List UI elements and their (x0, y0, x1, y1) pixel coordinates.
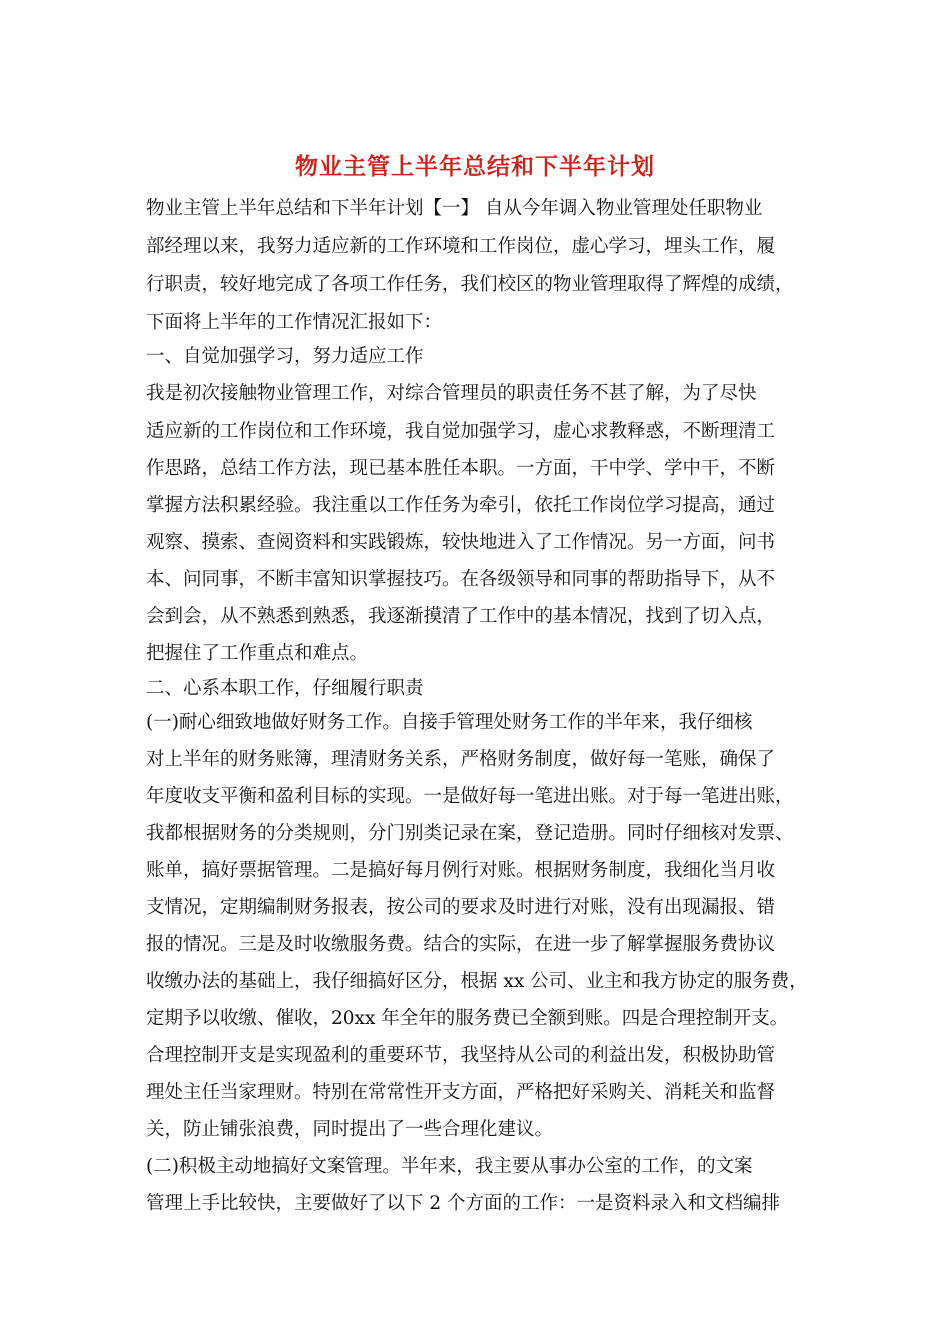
body-line: 物业主管上半年总结和下半年计划【一】 自从今年调入物业管理处任职物业 (146, 198, 763, 219)
body-line: 关，防止铺张浪费，同时提出了一些合理化建议。 (146, 1119, 554, 1140)
body-line: 定期予以收缴、催收，20xx 年全年的服务费已全额到账。四是合理控制开支。 (146, 1008, 789, 1029)
body-line: 掌握方法积累经验。我注重以工作任务为牵引，依托工作岗位学习提高，通过 (146, 495, 776, 516)
body-line: 收缴办法的基础上，我仔细搞好区分，根据 xx 公司、业主和我方协定的服务费， (146, 971, 808, 992)
section-heading: 二、心系本职工作，仔细履行职责 (146, 678, 424, 699)
body-line: 把握住了工作重点和难点。 (146, 643, 369, 664)
body-line: 理处主任当家理财。特别在常常性开支方面，严格把好采购关、消耗关和监督 (146, 1082, 776, 1103)
body-line: 账单，搞好票据管理。二是搞好每月例行对账。根据财务制度，我细化当月收 (146, 860, 776, 881)
body-line: 适应新的工作岗位和工作环境，我自觉加强学习，虚心求教释惑，不断理清工 (146, 421, 776, 442)
body-line: 部经理以来，我努力适应新的工作环境和工作岗位，虚心学习，埋头工作，履 (146, 236, 776, 257)
body-line: 年度收支平衡和盈利目标的实现。一是做好每一笔进出账。对于每一笔进出账， (146, 786, 794, 807)
body-line: (二)积极主动地搞好文案管理。半年来，我主要从事办公室的工作，的文案 (146, 1156, 753, 1177)
body-line: (一)耐心细致地做好财务工作。自接手管理处财务工作的半年来，我仔细核 (146, 712, 753, 733)
document-title: 物业主管上半年总结和下半年计划 (295, 153, 655, 180)
body-line: 报的情况。三是及时收缴服务费。结合的实际，在进一步了解掌握服务费协议 (146, 934, 776, 955)
body-line: 行职责，较好地完成了各项工作任务，我们校区的物业管理取得了辉煌的成绩， (146, 274, 794, 295)
body-line: 对上半年的财务账簿，理清财务关系，严格财务制度，做好每一笔账，确保了 (146, 749, 776, 770)
body-line: 本、问同事，不断丰富知识掌握技巧。在各级领导和同事的帮助指导下，从不 (146, 569, 776, 590)
section-heading: 一、自觉加强学习，努力适应工作 (146, 346, 424, 367)
body-line: 我是初次接触物业管理工作，对综合管理员的职责任务不甚了解，为了尽快 (146, 383, 757, 404)
body-line: 下面将上半年的工作情况汇报如下： (146, 312, 443, 333)
body-line: 会到会，从不熟悉到熟悉，我逐渐摸清了工作中的基本情况，找到了切入点， (146, 606, 776, 627)
body-line: 合理控制开支是实现盈利的重要环节，我坚持从公司的利益出发，积极协助管 (146, 1045, 776, 1066)
body-line: 支情况，定期编制财务报表，按公司的要求及时进行对账，没有出现漏报、错 (146, 897, 776, 918)
body-line: 我都根据财务的分类规则，分门别类记录在案，登记造册。同时仔细核对发票、 (146, 823, 794, 844)
body-line: 观察、摸索、查阅资料和实践锻炼，较快地进入了工作情况。另一方面，问书 (146, 532, 776, 553)
body-line: 管理上手比较快，主要做好了以下 2 个方面的工作：一是资料录入和文档编排 (146, 1193, 781, 1214)
body-line: 作思路，总结工作方法，现已基本胜任本职。一方面，干中学、学中干，不断 (146, 458, 776, 479)
